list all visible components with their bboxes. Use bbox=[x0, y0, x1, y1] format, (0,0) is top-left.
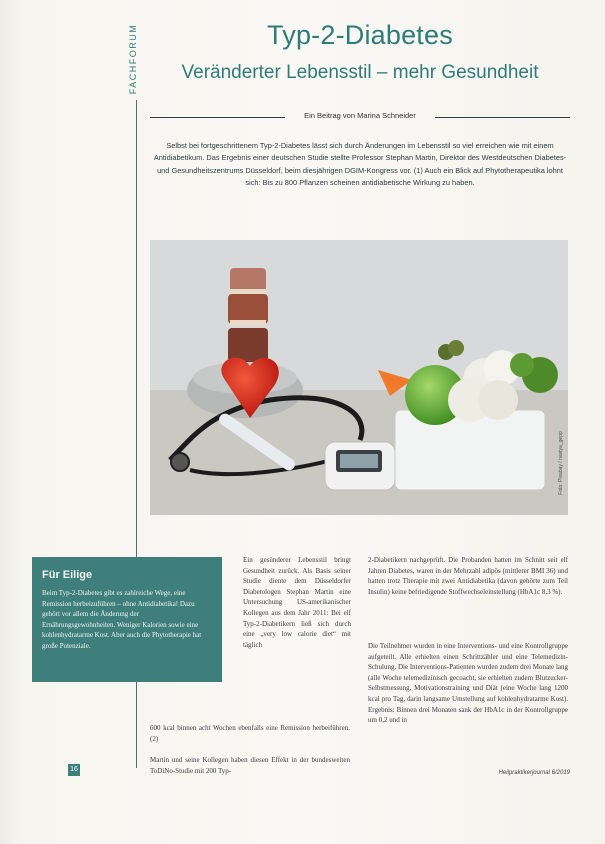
column-1-paragraph-1-end: 600 kcal binnen acht Wochen ebenfalls eine Remission herbeiführen. (2) bbox=[150, 724, 350, 743]
column-2-paragraph-2: Die Teilnehmer wurden in eine Interventions- und eine Kontrollgruppe aufgeteilt. Alle erhielten einen Schrittzähler und eine Telemedizin-Schulung. Die Interventions-Patienten wurden zudem drei Monate lang (alle Woche telemedizinisch gecoacht, sie erhielten zudem Blutzucker-Selbstmessung, Motivationstraining und Diät (eine Woche lang 1200 kcal pro Tag, darin langsame Umstellung auf kohlenhydratarme Kost). Ergebnis: Binnen drei Monaten sank der HbA1c in der Kontrollgruppe um 0,2 und in bbox=[368, 642, 568, 725]
rubric-label: FACHFORUM bbox=[128, 23, 138, 95]
article-subtitle: Veränderter Lebensstil – mehr Gesundheit bbox=[181, 62, 539, 83]
article-lead: Selbst bei fortgeschrittenem Typ-2-Diabetes lässt sich durch Änderungen im Lebensstil so viel erreichen wie mit einem Antidiabetikum. Das Ergebnis einer deutschen Studie stellte Professor Stephan Martin, Direktor des Westdeutschen Diabetes- und Gesundheitszentrums Düsseldorf, beim diesjährigen DGIM-Kongress vor. (1) Auch ein Blick auf Phytotherapeutika lohnt sich: Bis zu 800 Pflanzen scheinen antidiabetische Wirkung zu haben. bbox=[153, 141, 567, 188]
summary-box-body: Beim Typ-2-Diabetes gibt es zahlreiche Wege, eine Remission herbeizuführen – ohne Antidiabetika! Dazu gehört vor allem die Änderung der Ernährungsgewohnheiten. Weniger Kalorien sowie eine kohlenhydratarme Kost. Aber auch die Phytotherapie hat große Potenziale. bbox=[42, 589, 202, 650]
byline bbox=[150, 111, 570, 123]
section-rubric bbox=[125, 22, 139, 102]
page-number: 16 bbox=[68, 764, 80, 776]
column-2-paragraph-1: 2-Diabetikern nachgeprüft. Die Probanden hatten im Schnitt seit elf Jahren Diabetes, waren in der Mehrzahl adipös (mittlerer BMI 36) und hatten trotz Therapie mit zwei Antidiabetika (davon gehörte zum Teil Insulin) keine befriedigende Stoffwechseleinstellung (HbA1c 8,3 %). bbox=[368, 556, 568, 596]
article-title: Typ-2-Diabetes bbox=[267, 20, 453, 50]
photo-credit bbox=[556, 420, 566, 510]
summary-box-title: Für Eilige bbox=[42, 569, 93, 581]
byline-text: Ein Beitrag von Marina Schneider bbox=[304, 111, 416, 120]
diabetes-still-life-image bbox=[150, 240, 568, 515]
byline-rule-right bbox=[435, 117, 570, 118]
article-photo bbox=[150, 240, 568, 515]
column-1-paragraph-2: Martin und seine Kollegen haben diesen Effekt in der bundesweiten ToDiNo-Studie mit 200 Typ- bbox=[150, 756, 350, 775]
column-1-paragraph-1: Ein gesünderer Lebensstil bringt Gesundheit zurück. Als Basis seiner Studie diente dem Düsseldorfer Diabetologen Stephan Martin eine Untersuchung US-amerikanischer Kollegen aus dem Jahr 2011: Bei elf Typ-2-Diabetikern ließ sich durch eine „very low calorie diet“ mit täglich bbox=[243, 556, 351, 649]
summary-box bbox=[32, 557, 222, 682]
journal-footer: Heilpraktikerjournal 6/2019 bbox=[498, 770, 570, 776]
photo-credit-text: Foto: Pixabay / nastya_gepp bbox=[558, 431, 564, 495]
